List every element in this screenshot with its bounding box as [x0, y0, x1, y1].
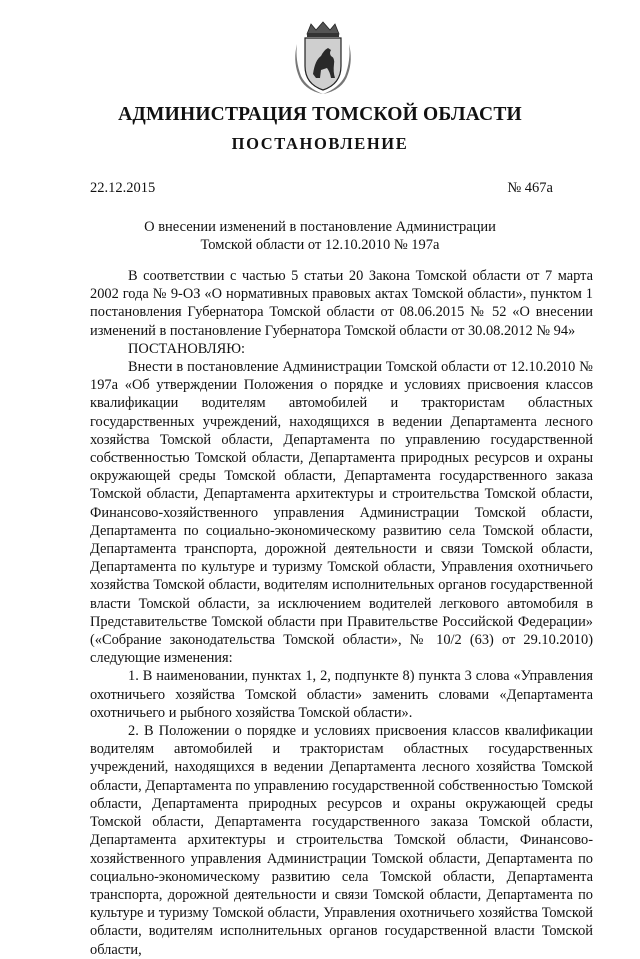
item-2-paragraph: 2. В Положении о порядке и условиях присвоения классов квалификации водителям автомобилей и трактористам областных государственных учреждений, находящихся в ведении Департамента лесного хозяйства Томской области, Департамента по управлению государственной собственностью Томской области, Департамента природных ресурсов и охраны окружающей среды Томской области, Департамента государственного заказа Томской области, Департамента архитектуры и строительства Томской области, Финансово-хозяйственного управления Администрации Томской области, Департамента по социально-экономическому развитию села Томской области, Департамента транспорта, дорожной деятельности и связи Томской области, Департамента по культуре и туризму Томской области, Управления охотничьего хозяйства Томской области, водителям исполнительных органов государственной власти Томской области,	[90, 723, 593, 958]
document-body	[90, 267, 593, 959]
decree-word: ПОСТАНОВЛЯЮ:	[128, 340, 246, 357]
subject-line-1: О внесении изменений в постановление Администрации	[144, 219, 496, 235]
document-date: 22.12.2015	[90, 180, 156, 196]
document-number: № 467а	[507, 180, 553, 196]
tomsk-oblast-coat-of-arms-icon	[293, 20, 353, 96]
preamble-paragraph: В соответствии с частью 5 статьи 20 Закона Томской области от 7 марта 2002 года № 9-ОЗ «О нормативных правовых актах Томской области», пунктом 1 постановления Губернатора Томской области от 08.06.2015 № 52 «О внесении изменений в постановление Губернатора Томской области от 30.08.2012 № 94»	[90, 268, 593, 339]
document-subject	[0, 218, 640, 254]
subject-line-2: Томской области от 12.10.2010 № 197а	[200, 237, 440, 253]
main-paragraph: Внести в постановление Администрации Томской области от 12.10.2010 № 197а «Об утверждении Положения о порядке и условиях присвоения классов квалификации водителям автомобилей и трактористам областных государственных учреждений, находящихся в ведении Департамента лесного хозяйства Томской области, Департамента по управлению государственной собственностью Томской области, Департамента природных ресурсов и охраны окружающей среды Томской области, Департамента государственного заказа Томской области, Департамента архитектуры и строительства Томской области, Финансово-хозяйственного управления Администрации Томской области, Департамента по социально-экономическому развитию села Томской области, Департамента транспорта, дорожной деятельности и связи Томской области, Департамента по культуре и туризму Томской области, Управления охотничьего хозяйства Томской области, водителям исполнительных органов государственной власти Томской области, за исключением водителей легкового автомобиля в Представительстве Томской области при Правительстве Российской Федерации» («Собрание законодательства Томской области», № 10/2 (63) от 29.10.2010) следующие изменения:	[90, 359, 593, 667]
organization-title: АДМИНИСТРАЦИЯ ТОМСКОЙ ОБЛАСТИ	[118, 104, 522, 125]
document-type-title: ПОСТАНОВЛЕНИЕ	[231, 134, 409, 153]
item-1-paragraph: 1. В наименовании, пунктах 1, 2, подпункте 8) пункта 3 слова «Управления охотничьего хозяйства Томской области» заменить словами «Департамента охотничьего и рыбного хозяйства Томской области».	[90, 668, 593, 721]
